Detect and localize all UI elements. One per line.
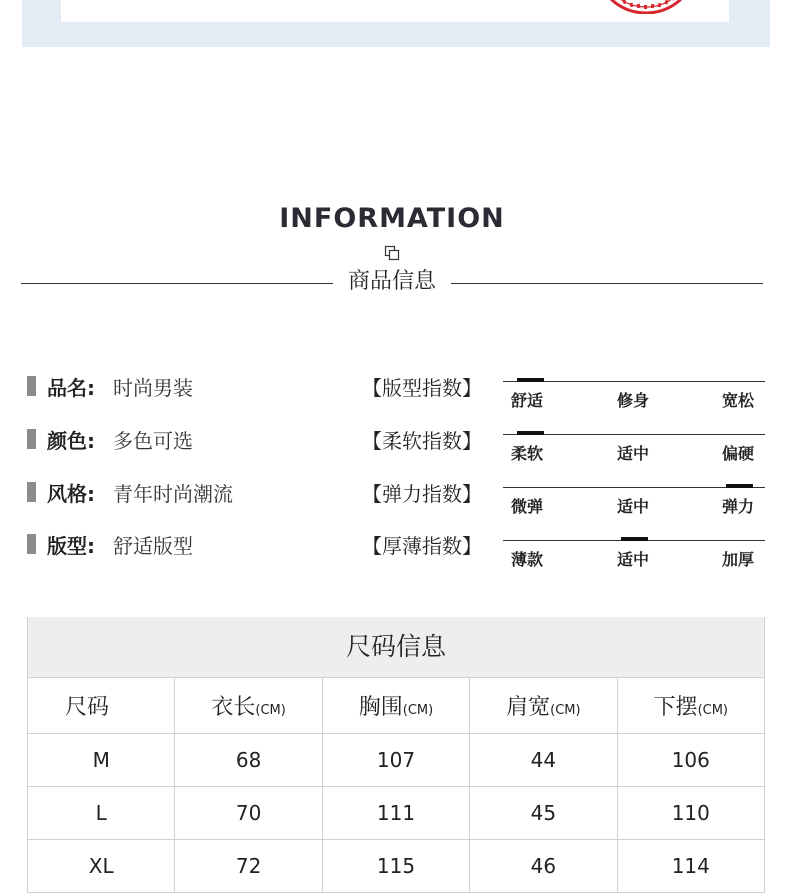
column-name: 肩宽: [506, 695, 550, 720]
overlap-squares-icon: [384, 245, 400, 261]
attribute-value: 时尚男装: [113, 372, 193, 401]
size-cell: M: [28, 734, 175, 787]
hem-cell: 114: [617, 840, 764, 893]
length-cell: 68: [175, 734, 322, 787]
scale-option: 加厚: [722, 547, 754, 570]
information-title: INFORMATION: [0, 203, 784, 234]
scale-selected-marker: [726, 484, 753, 488]
attribute-bullet: [27, 482, 36, 502]
attribute-label: 品名:: [47, 372, 95, 401]
scale-option: 微弹: [511, 494, 543, 517]
scale-option: 修身: [617, 388, 649, 411]
column-name: 衣长: [211, 695, 255, 720]
elasticity-index-scale: [503, 487, 765, 527]
shoulder-cell: 44: [470, 734, 617, 787]
scale-option: 适中: [617, 441, 649, 464]
scale-selected-marker: [517, 431, 544, 435]
chest-cell: 115: [322, 840, 469, 893]
elasticity-index-label: 【弹力指数】: [362, 478, 482, 507]
chest-cell: 107: [322, 734, 469, 787]
scale-option: 适中: [617, 547, 649, 570]
size-cell: XL: [28, 840, 175, 893]
product-info-subtitle: 商品信息: [333, 264, 451, 295]
column-header: [470, 678, 617, 734]
scale-option: 适中: [617, 494, 649, 517]
column-unit: (CM): [550, 703, 580, 718]
softness-index-scale: [503, 434, 765, 474]
table-row: [28, 840, 765, 893]
size-table: [27, 617, 765, 893]
shoulder-cell: 45: [470, 787, 617, 840]
column-unit: (CM): [698, 703, 728, 718]
attribute-value: 青年时尚潮流: [113, 478, 233, 507]
scale-option: 薄款: [511, 547, 543, 570]
attribute-label: 风格:: [47, 478, 95, 507]
shoulder-cell: 46: [470, 840, 617, 893]
top-banner-strip: [22, 0, 770, 47]
attribute-value: 舒适版型: [113, 530, 193, 559]
column-header: [175, 678, 322, 734]
certificate-seal-icon: [598, 0, 694, 14]
thickness-index-label: 【厚薄指数】: [362, 530, 482, 559]
divider-right: [451, 283, 763, 284]
column-name: 下摆: [654, 695, 698, 720]
column-header: [617, 678, 764, 734]
column-unit: (CM): [403, 703, 433, 718]
attribute-label: 版型:: [47, 530, 95, 559]
scale-option: 柔软: [511, 441, 543, 464]
table-row: [28, 734, 765, 787]
softness-index-label: 【柔软指数】: [362, 425, 482, 454]
scale-selected-marker: [517, 378, 544, 382]
scale-option: 舒适: [511, 388, 543, 411]
fit-index-label: 【版型指数】: [362, 372, 482, 401]
divider-left: [21, 283, 333, 284]
attribute-bullet: [27, 429, 36, 449]
size-grid: [27, 677, 765, 893]
length-cell: 72: [175, 840, 322, 893]
table-row: [28, 787, 765, 840]
hem-cell: 106: [617, 734, 764, 787]
attribute-label: 颜色:: [47, 425, 95, 454]
column-name: 尺码: [65, 695, 109, 720]
top-banner-card: [61, 0, 729, 22]
column-name: 胸围: [359, 695, 403, 720]
hem-cell: 110: [617, 787, 764, 840]
fit-index-scale: [503, 381, 765, 421]
size-cell: L: [28, 787, 175, 840]
size-table-title: 尺码信息: [27, 617, 765, 677]
chest-cell: 111: [322, 787, 469, 840]
scale-selected-marker: [621, 537, 648, 541]
size-header-row: [28, 678, 765, 734]
column-unit: (CM): [255, 703, 285, 718]
attribute-value: 多色可选: [113, 425, 193, 454]
scale-option: 宽松: [722, 388, 754, 411]
thickness-index-scale: [503, 540, 765, 580]
attribute-bullet: [27, 534, 36, 554]
column-header: [28, 678, 175, 734]
scale-option: 弹力: [722, 494, 754, 517]
column-header: [322, 678, 469, 734]
scale-option: 偏硬: [722, 441, 754, 464]
attribute-bullet: [27, 376, 36, 396]
length-cell: 70: [175, 787, 322, 840]
